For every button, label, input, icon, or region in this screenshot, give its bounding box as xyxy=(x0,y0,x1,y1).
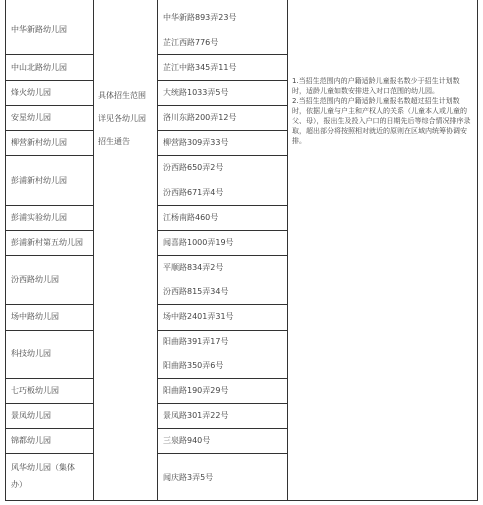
column-divider xyxy=(93,0,94,500)
table-border-right xyxy=(477,0,478,500)
row-divider xyxy=(5,54,93,55)
table-border-left xyxy=(5,0,6,500)
kindergarten-name: 安星幼儿园 xyxy=(11,113,51,122)
kindergarten-name: 场中路幼儿园 xyxy=(11,312,59,321)
row-divider xyxy=(5,105,93,106)
address: 汾西路650弄2号 xyxy=(163,163,224,172)
kindergarten-name: 烽火幼儿园 xyxy=(11,88,51,97)
row-divider xyxy=(5,130,93,131)
address: 平顺路834弄2号 xyxy=(163,263,224,272)
table-border-bottom xyxy=(5,500,478,501)
scope-note-line: 招生通告 xyxy=(98,137,130,146)
address: 大统路1033弄5号 xyxy=(163,88,229,97)
row-divider xyxy=(5,304,93,305)
address: 芷江西路776号 xyxy=(163,38,219,47)
address: 阳曲路350弄6号 xyxy=(163,361,224,370)
kindergarten-name: 锦都幼儿园 xyxy=(11,436,51,445)
row-divider xyxy=(5,155,93,156)
admission-rule: 1.当招生范围内的户籍适龄儿童报名数少于招生计划数时，适龄儿童如数安排进入对口范围的幼儿园。 xyxy=(292,77,460,95)
row-divider xyxy=(5,255,93,256)
row-divider xyxy=(157,105,287,106)
row-divider xyxy=(157,155,287,156)
kindergarten-name: 七巧板幼儿园 xyxy=(11,386,59,395)
address: 汾西路815弄34号 xyxy=(163,287,229,296)
column-divider xyxy=(157,0,158,500)
row-divider xyxy=(157,130,287,131)
row-divider xyxy=(5,205,93,206)
row-divider xyxy=(5,453,93,454)
address: 三泉路940号 xyxy=(163,436,211,445)
row-divider xyxy=(157,378,287,379)
row-divider xyxy=(5,378,93,379)
address: 阳曲路391弄17号 xyxy=(163,337,229,346)
row-divider xyxy=(157,230,287,231)
row-divider xyxy=(5,230,93,231)
kindergarten-name: 汾西路幼儿园 xyxy=(11,275,59,284)
address: 芷江中路345弄11号 xyxy=(163,63,237,72)
row-divider xyxy=(157,54,287,55)
row-divider xyxy=(157,330,287,331)
kindergarten-name: 彭浦实验幼儿园 xyxy=(11,213,67,222)
row-divider xyxy=(157,205,287,206)
row-divider xyxy=(5,330,93,331)
address: 场中路2401弄31号 xyxy=(163,312,234,321)
kindergarten-name: 科技幼儿园 xyxy=(11,349,51,358)
kindergarten-name: 柳营新村幼儿园 xyxy=(11,138,67,147)
address: 江杨南路460号 xyxy=(163,213,219,222)
admission-rules xyxy=(292,76,473,146)
scope-note-line: 具体招生范围 xyxy=(98,91,146,100)
kindergarten-name: 中华新路幼儿园 xyxy=(11,25,67,34)
kindergarten-name: 景凤幼儿园 xyxy=(11,411,51,420)
row-divider xyxy=(157,304,287,305)
row-divider xyxy=(5,428,93,429)
row-divider xyxy=(157,255,287,256)
address: 景凤路301弄22号 xyxy=(163,411,229,420)
scope-note-line: 详见各幼儿园 xyxy=(98,114,146,123)
column-divider xyxy=(287,0,288,500)
row-divider xyxy=(5,403,93,404)
kindergarten-name: 风华幼儿园（集体办） xyxy=(11,463,75,489)
address: 汾西路671弄4号 xyxy=(163,188,224,197)
row-divider xyxy=(157,403,287,404)
kindergarten-name: 彭浦新村第五幼儿园 xyxy=(11,238,83,247)
row-divider xyxy=(157,80,287,81)
address: 闻喜路1000弄19号 xyxy=(163,238,234,247)
address: 中华新路893弄23号 xyxy=(163,13,237,22)
row-divider xyxy=(157,428,287,429)
row-divider xyxy=(5,80,93,81)
address: 洛川东路200弄12号 xyxy=(163,113,237,122)
address: 阳曲路190弄29号 xyxy=(163,386,229,395)
admission-rule: 2.当招生范围内的户籍适龄儿童报名数超过招生计划数时，依据儿童与户主和产权人的关系（儿童本人或儿童的父、母），报出生及投入户口的日期先后等综合情况排序录取，超出部分将按照相对就近的原则在区域内统筹协调安排。 xyxy=(292,97,471,145)
address: 闻庆路3弄5号 xyxy=(163,473,214,482)
row-divider xyxy=(157,453,287,454)
kindergarten-name: 中山北路幼儿园 xyxy=(11,63,67,72)
kindergarten-name: 彭浦新村幼儿园 xyxy=(11,176,67,185)
address: 柳营路309弄33号 xyxy=(163,138,229,147)
